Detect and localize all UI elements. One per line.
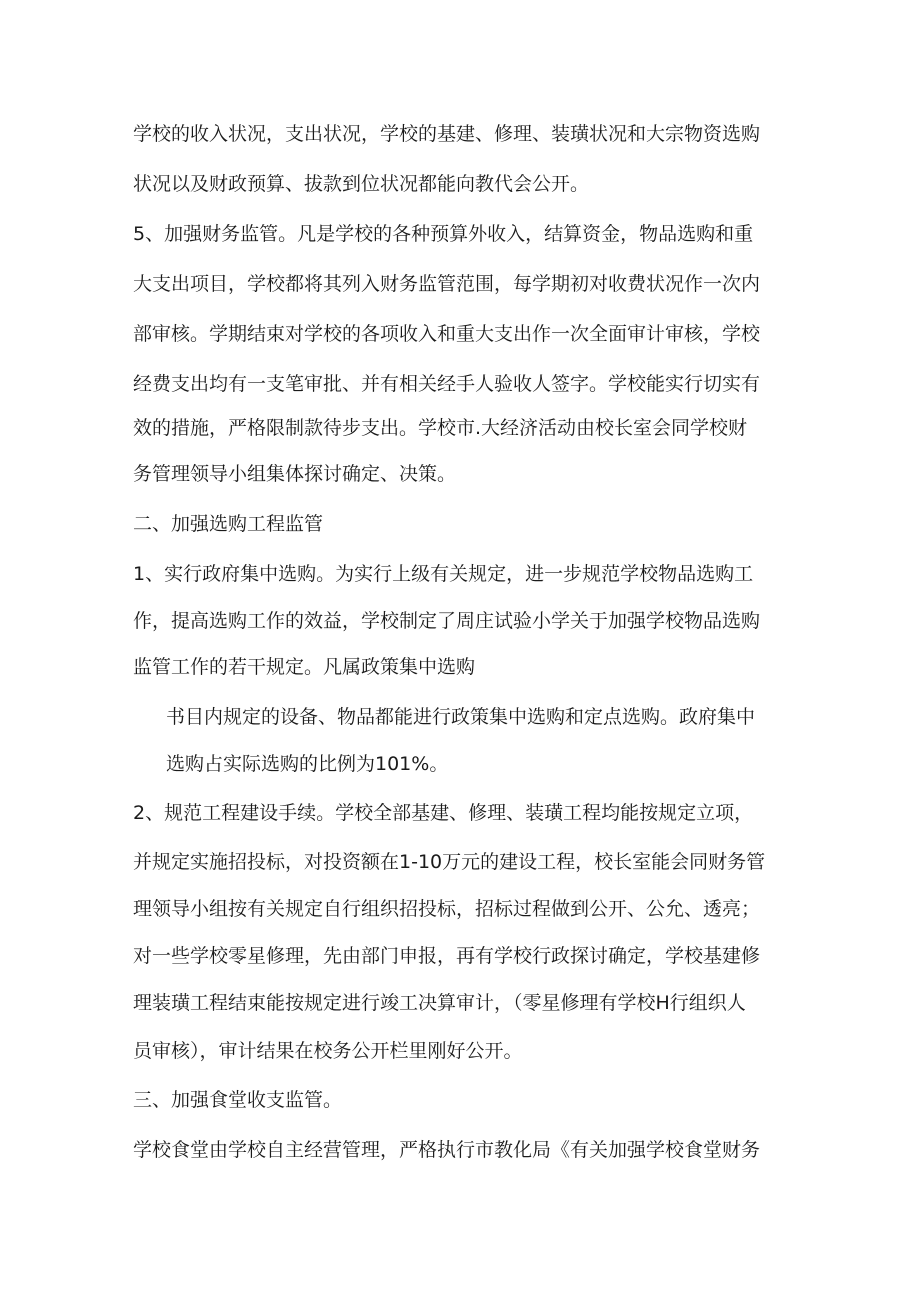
body-text-line: 5、加强财务监管。凡是学校的各种预算外收入，结算资金，物品选购和重 — [133, 223, 754, 245]
body-text-line: 1、实行政府集中选购。为实行上级有关规定，进一步规范学校物品选购工 — [133, 563, 754, 585]
body-text-line: 状况以及财政预算、拔款到位状况都能向教代会公开。 — [133, 173, 590, 195]
body-text-line: 学校食堂由学校自主经营管理，严格执行市教化局《有关加强学校食堂财务 — [133, 1139, 761, 1161]
body-text-line: 员审核），审计结果在校务公开栏里刚好公开。 — [133, 1040, 523, 1062]
body-text-line: 理装璜工程结束能按规定进行竣工决算审计，（零星修理有学校H行组织人 — [133, 992, 746, 1014]
body-text-line: 效的措施，严格限制款待步支出。学校市.大经济活动由校长室会同学校财 — [133, 417, 748, 439]
body-text-line: 对一些学校零星修理，先由部门申报，再有学校行政探讨确定，学校基建修 — [133, 945, 761, 967]
body-text-line: 务管理领导小组集体探讨确定、决策。 — [133, 463, 457, 485]
body-text-line: 选购占实际选购的比例为101%。 — [166, 753, 449, 775]
body-text-line: 并规定实施招投标，对投资额在1-10万元的建设工程，校长室能会同财务管 — [133, 851, 766, 873]
body-text-line: 大支出项目，学校都将其列入财务监管范围，每学期初对收费状况作一次内 — [133, 273, 761, 295]
section-heading: 二、加强选购工程监管 — [133, 513, 324, 535]
body-text-line: 作，提高选购工作的效益，学校制定了周庄试验小学关于加强学校物品选购 — [133, 610, 761, 632]
body-text-line: 2、规范工程建设手续。学校全部基建、修理、装璜工程均能按规定立项， — [133, 802, 754, 824]
body-text-line: 监管工作的若干规定。凡属政策集中选购 — [133, 656, 476, 678]
body-text-line: 经费支出均有一支笔审批、并有相关经手人验收人签字。学校能实行切实有 — [133, 373, 761, 395]
body-text-line: 书目内规定的设备、物品都能进行政策集中选购和定点选购。政府集中 — [166, 706, 756, 728]
body-text-line: 理领导小组按有关规定自行组织招投标，招标过程做到公开、公允、透亮； — [133, 898, 761, 920]
body-text-line: 部审核。学期结束对学校的各项收入和重大支出作一次全面审计审核，学校 — [133, 323, 761, 345]
body-text-line: 学校的收入状况，支出状况，学校的基建、修理、装璜状况和大宗物资选购 — [133, 123, 761, 145]
section-heading: 三、加强食堂收支监管。 — [133, 1089, 343, 1111]
